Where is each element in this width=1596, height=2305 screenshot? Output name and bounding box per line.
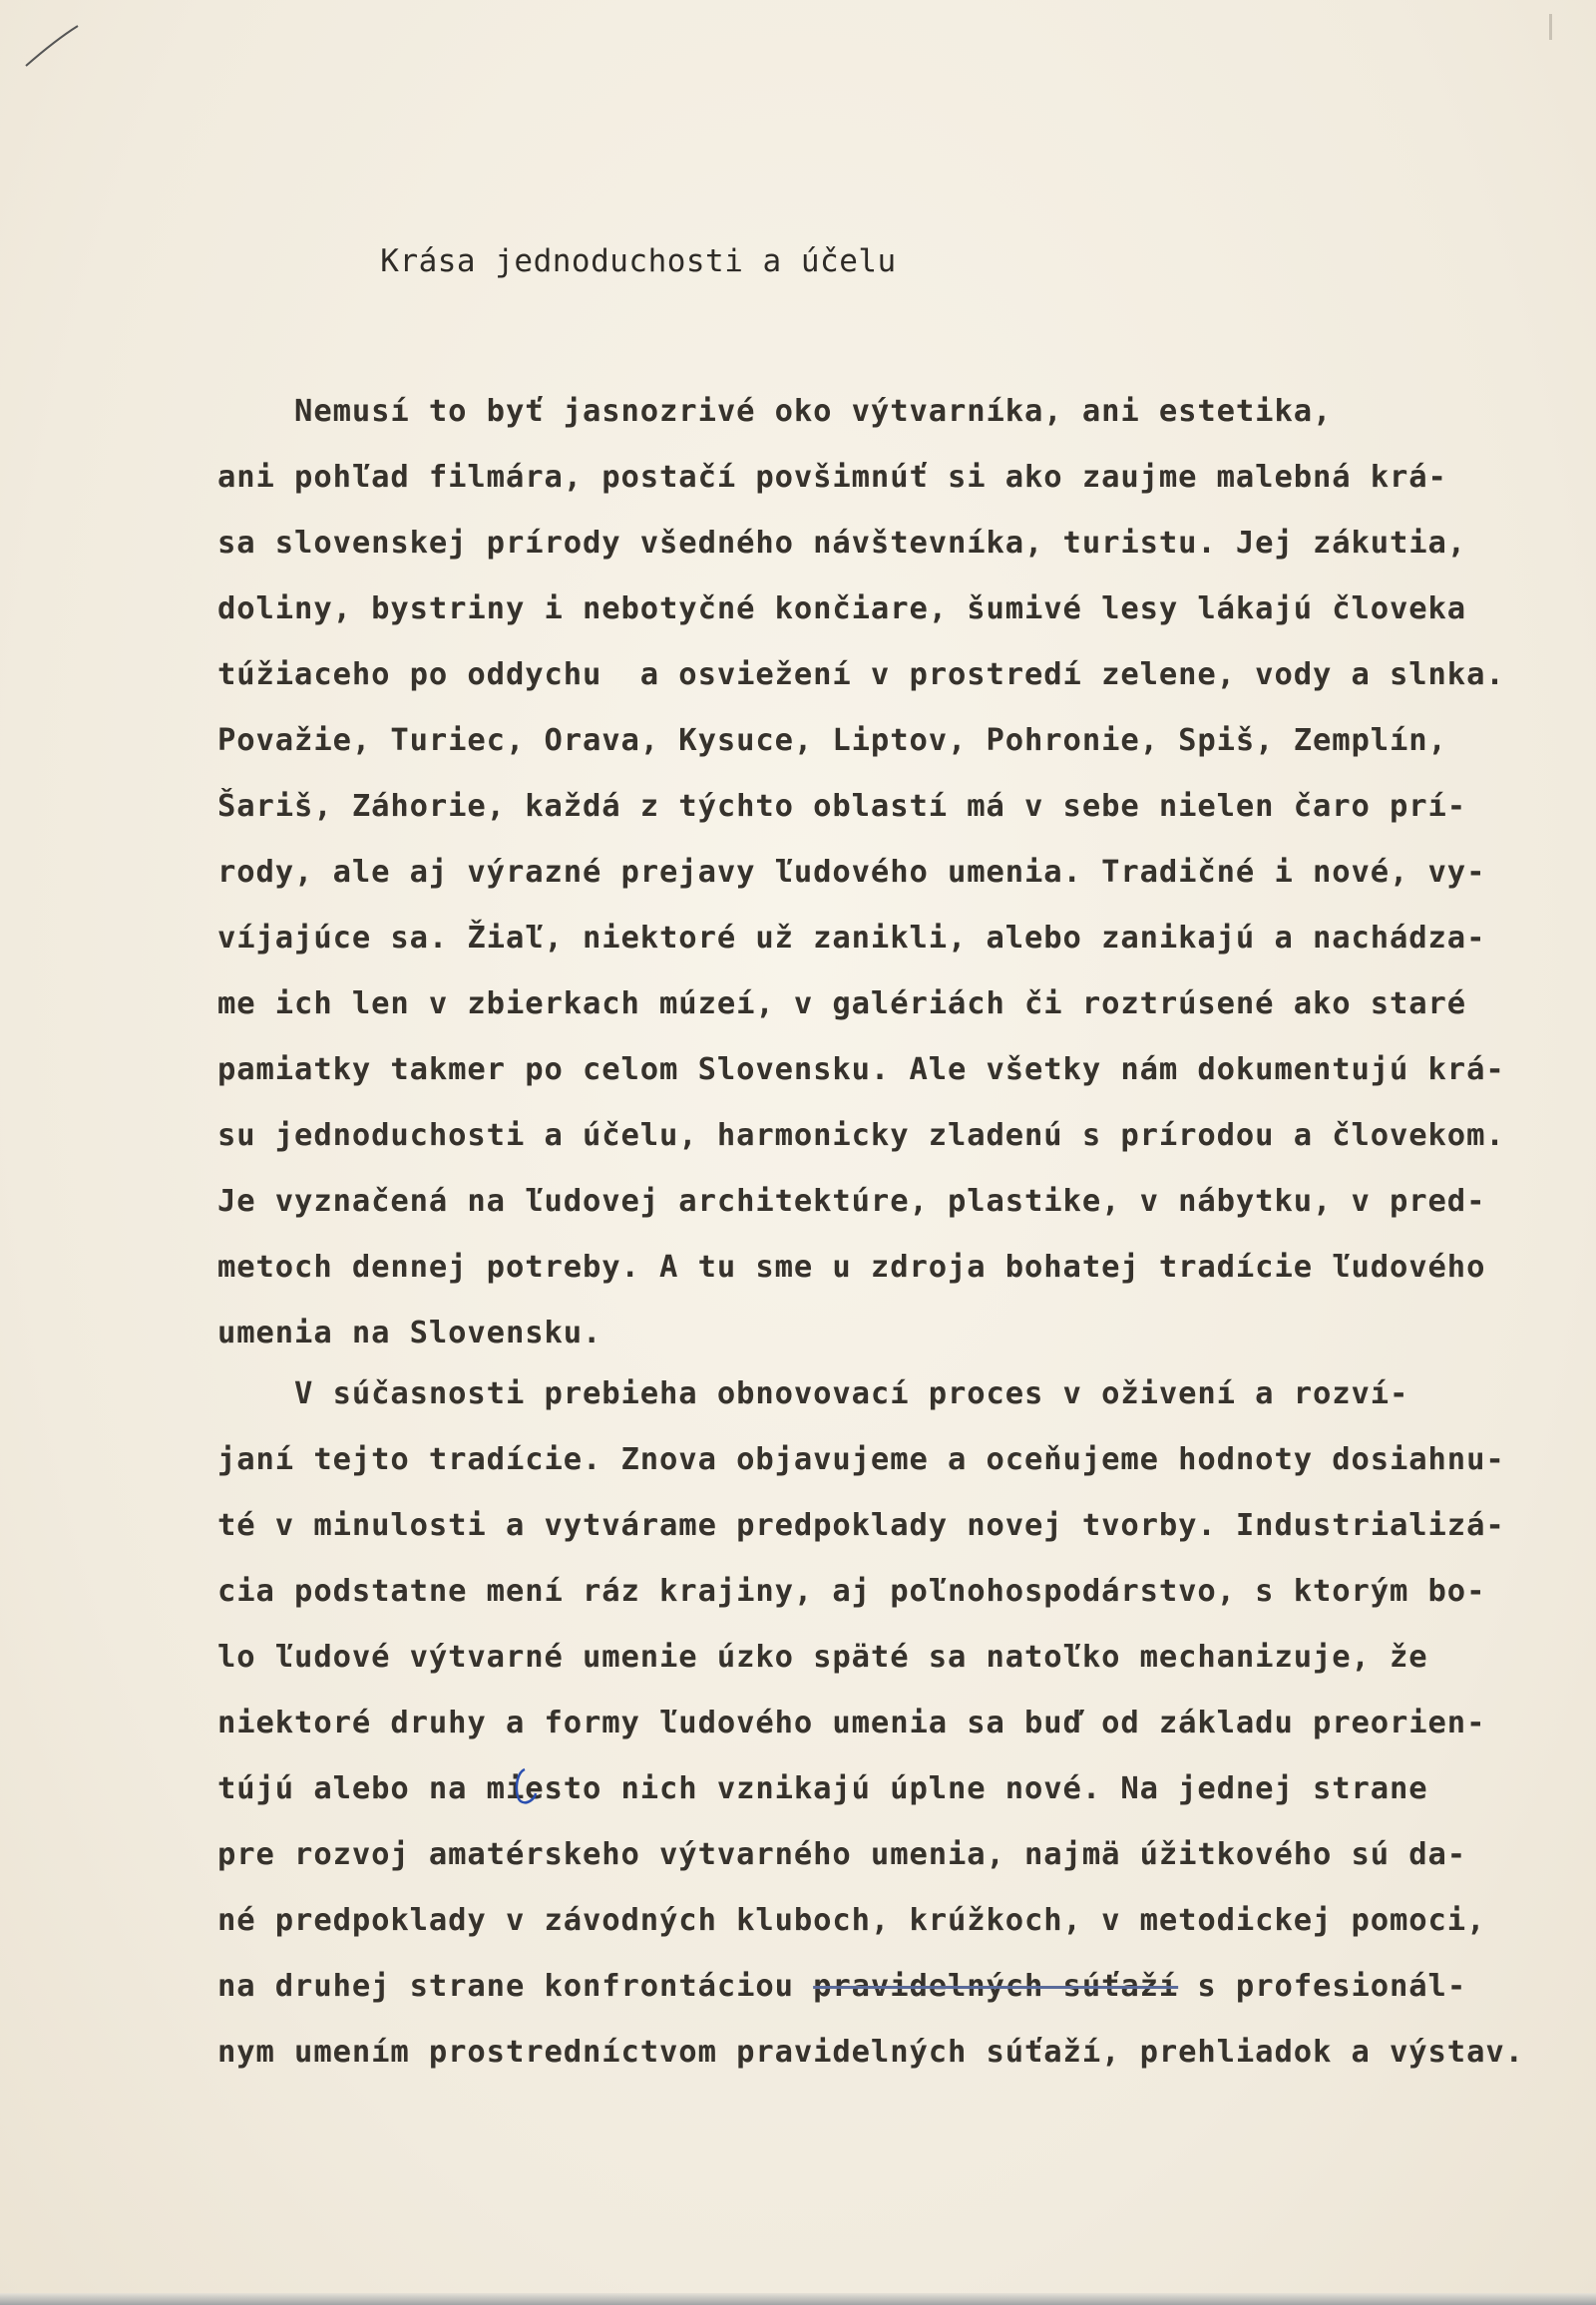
text-line: me ich len v zbierkach múzeí, v galériách či roztrúsené ako staré: [217, 986, 1467, 1021]
paragraph-1: [217, 379, 1544, 1366]
handwritten-insert-mark: [509, 1767, 539, 1807]
paragraph-2: [217, 1361, 1544, 2086]
text-line: né predpoklady v závodných kluboch, krúžkoch, v metodickej pomoci,: [217, 1903, 1486, 1938]
text-line: cia podstatne mení ráz krajiny, aj poľnohospodárstvo, s ktorým bo-: [217, 1574, 1486, 1609]
document-title: Krása jednoduchosti a účelu: [380, 243, 897, 279]
text-line: víjajúce sa. Žiaľ, niektoré už zanikli, alebo zanikajú a nachádza-: [217, 921, 1486, 956]
text-line: janí tejto tradície. Znova objavujeme a oceňujeme hodnoty dosiahnu-: [217, 1442, 1505, 1477]
text-line: umenia na Slovensku.: [217, 1316, 602, 1350]
text-line: metoch dennej potreby. A tu sme u zdroja bohatej tradície ľudového: [217, 1250, 1486, 1285]
text-line: su jednoduchosti a účelu, harmonicky zladenú s prírodou a človekom.: [217, 1118, 1505, 1153]
text-line: túžiaceho po oddychu a osviežení v prostredí zelene, vody a slnka.: [217, 657, 1505, 692]
text-line: ani pohľad filmára, postačí povšimnúť si ako zaujme malebná krá-: [217, 460, 1447, 495]
text-line: lo ľudové výtvarné umenie úzko späté sa natoľko mechanizuje, že: [217, 1640, 1428, 1675]
text-line: Šariš, Záhorie, každá z týchto oblastí má v sebe nielen čaro prí-: [217, 789, 1467, 824]
text-line: nym umením prostredníctvom pravidelných súťaží, prehliadok a výstav.: [217, 2035, 1524, 2070]
text-line: Je vyznačená na ľudovej architektúre, plastike, v nábytku, v pred-: [217, 1184, 1486, 1219]
text-line: pre rozvoj amatérskeho výtvarného umenia, najmä úžitkového sú da-: [217, 1837, 1467, 1872]
scan-edge: [0, 2293, 1596, 2305]
text-segment: s profesionál-: [1178, 1969, 1467, 2004]
text-line: rody, ale aj výrazné prejavy ľudového umenia. Tradičné i nové, vy-: [217, 855, 1486, 890]
pencil-slash-mark: [22, 22, 82, 72]
text-line: tújú alebo na miesto nich vznikajú úplne nové. Na jednej strane: [217, 1771, 1428, 1806]
text-line: Nemusí to byť jasnozrivé oko výtvarníka, ani estetika,: [217, 394, 1333, 429]
edge-mark: [1549, 14, 1552, 40]
text-line: pamiatky takmer po celom Slovensku. Ale všetky nám dokumentujú krá-: [217, 1052, 1505, 1087]
text-line: té v minulosti a vytvárame predpoklady novej tvorby. Industrializá-: [217, 1508, 1505, 1543]
text-line: V súčasnosti prebieha obnovovací proces v oživení a rozví-: [217, 1376, 1409, 1411]
text-line: [217, 1969, 1466, 2004]
text-segment: na druhej strane konfrontáciou: [217, 1969, 814, 2004]
struck-text: pravidelných súťaží: [813, 1969, 1179, 2004]
text-line: Považie, Turiec, Orava, Kysuce, Liptov, Pohronie, Spiš, Zemplín,: [217, 723, 1447, 758]
text-line: niektoré druhy a formy ľudového umenia sa buď od základu preorien-: [217, 1706, 1486, 1740]
text-line: doliny, bystriny i nebotyčné končiare, šumivé lesy lákajú človeka: [217, 591, 1467, 626]
text-line: sa slovenskej prírody všedného návštevníka, turistu. Jej zákutia,: [217, 526, 1467, 561]
